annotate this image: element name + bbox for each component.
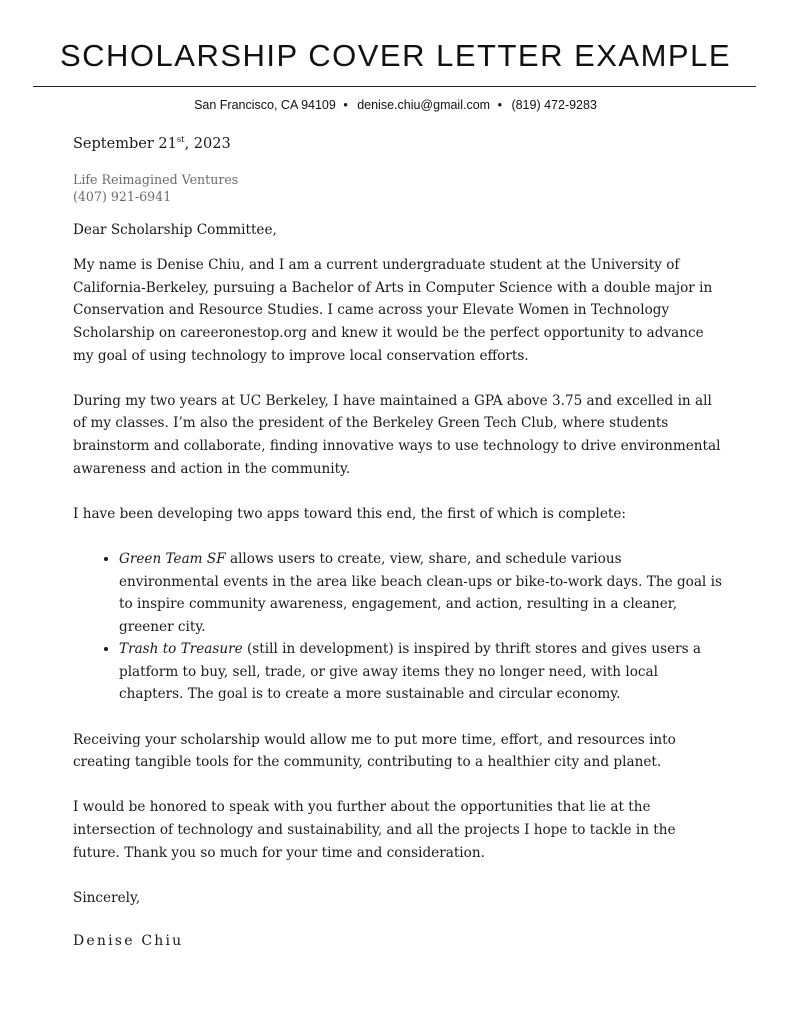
recipient-phone: (407) 921-6941 [73,188,172,204]
body-paragraph: Receiving your scholarship would allow me to put more time, effort, and resources into creating tangible tools for the community, contributing to a healthier city and planet. [73,731,676,771]
letter-body [73,133,723,953]
app-name: Trash to Treasure [119,641,243,658]
contact-line [0,98,791,112]
list-item [119,638,723,706]
list-item [119,548,723,638]
app-description: (still in development) is inspired by thrift stores and gives users a platform to buy, sell, trade, or give away items they no longer need, with local chapters. The goal is to create a more sustainable and circular economy. [119,641,702,703]
greeting: Dear Scholarship Committee, [73,221,277,238]
bullet-separator: • [343,98,348,112]
recipient-name: Life Reimagined Ventures [73,171,239,187]
date-year: , 2023 [184,136,231,152]
body-paragraph: My name is Denise Chiu, and I am a current undergraduate student at the University of California-Berkeley, pursuing a Bachelor of Arts in Computer Science with a double major in Conservation and Resource Studies. I came across your Elevate Women in Technology Scholarship on careeronestop.org and knew it would be the perfect opportunity to advance my goal of using technology to improve local conservation efforts. [73,257,713,364]
bullet-separator: • [497,98,502,112]
letter-date [73,133,723,156]
page-title: SCHOLARSHIP COVER LETTER EXAMPLE [59,38,732,73]
date-month-day: September 21 [73,136,177,152]
signature: Denise Chiu [73,933,184,950]
body-paragraph: I have been developing two apps toward this end, the first of which is complete: [73,505,627,522]
sign-off: Sincerely, [73,889,141,906]
contact-location: San Francisco, CA 94109 [194,98,336,112]
app-name: Green Team SF [119,550,226,567]
apps-list [73,548,723,706]
recipient-block [73,171,723,205]
date-suffix: st [176,135,185,146]
app-description: allows users to create, view, share, and schedule various environmental events in the area like beach clean-ups or bike-to-work days. The goal is to inspire community awareness, engagement, and action, resulting in a cleaner, greener city. [119,550,722,635]
body-paragraph: During my two years at UC Berkeley, I have maintained a GPA above 3.75 and excelled in all of my classes. I’m also the president of the Berkeley Green Tech Club, where students brainstorm and collaborate, finding innovative ways to use technology to drive environmental awareness and action in the community. [73,392,721,477]
body-paragraph: I would be honored to speak with you further about the opportunities that lie at the intersection of technology and sustainability, and all the projects I hope to tackle in the future. Thank you so much for your time and consideration. [73,799,676,861]
contact-email: denise.chiu@gmail.com [357,98,491,112]
contact-phone: (819) 472-9283 [511,98,597,112]
header-divider [33,86,756,87]
